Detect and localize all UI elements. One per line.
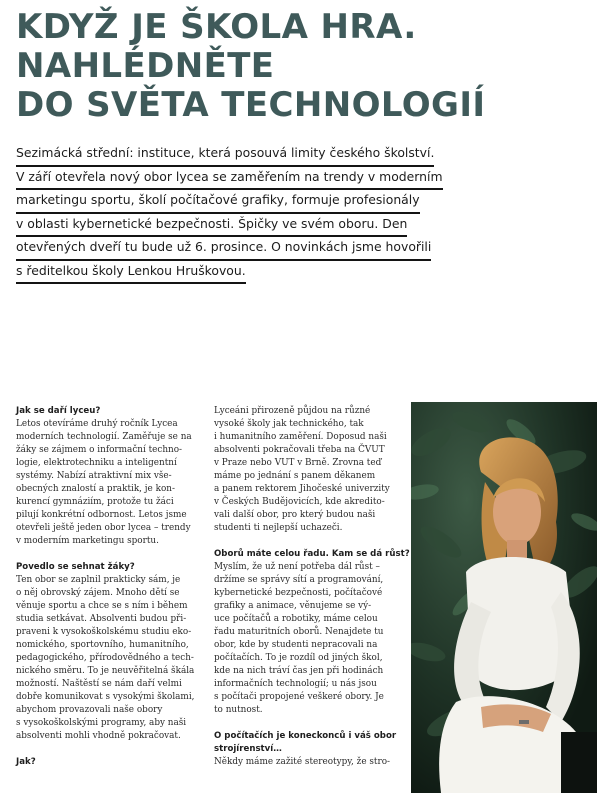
body-text-line: držíme se správy sítí a programování, (214, 575, 384, 585)
lead-line: Sezimácká střední: instituce, která posouvá limity českého školství. (16, 143, 434, 167)
body-text-line: pilují konkrétní odbornost. Letos jsme (16, 510, 187, 520)
body-text-line: obor, kde by studenti nepracovali na (214, 640, 378, 650)
body-text-line: dobře komunikovat s vysokými školami, (16, 692, 195, 702)
body-text-line: absolventi mohli vhodně pokračovat. (16, 731, 181, 741)
body-text-line: s počítači propojené veškeré obory. Je (214, 692, 384, 702)
lead-line: s ředitelkou školy Lenkou Hruškovou. (16, 261, 246, 285)
body-text-line: kde na nich tráví čas jen při hodinách (214, 666, 384, 676)
article-column-2 (214, 405, 410, 769)
paragraph-gap (214, 535, 400, 548)
interview-question: Povedlo se sehnat žáky? (16, 562, 135, 572)
body-text-line: a panem rektorem Jihočeské univerzity (214, 484, 390, 494)
interview-question: O počítačích je koneckonců i váš obor (214, 731, 397, 741)
lead-line: marketingu sportu, školí počítačové grafiky, formuje profesionály (16, 190, 420, 214)
body-text-line: Ten obor se zaplnil prakticky sám, je (16, 575, 181, 585)
lead-line: otevřených dveří tu bude už 6. prosince. O novinkách jsme hovořili (16, 237, 431, 261)
interview-question: strojírenství… (214, 744, 282, 754)
lead-paragraph (16, 143, 456, 284)
paragraph-gap (16, 743, 202, 756)
body-text-line: otevřeli ještě jeden obor lycea – trendy (16, 523, 191, 533)
article-column-1 (16, 405, 202, 769)
body-text-line: studenti ti nejlepší uchazeči. (214, 523, 343, 533)
body-text-line: uce počítačů a robotiky, máme celou (214, 614, 378, 624)
headline-line: NAHLÉDNĚTE (16, 46, 275, 86)
body-text-line: to nutnost. (214, 705, 263, 715)
headline-line: KDYŽ JE ŠKOLA HRA. (16, 7, 417, 47)
headline (16, 8, 596, 125)
body-text-line: systémy. Nabízí atraktivní mix vše- (16, 471, 172, 481)
body-text-line: kurencí gymnáziím, protože tu žáci (16, 497, 174, 507)
lead-line: V září otevřela nový obor lycea se zaměřením na trendy v moderním (16, 167, 443, 191)
body-text-line: žáky se zájmem o informační techno- (16, 445, 183, 455)
interview-question: Jak? (16, 757, 36, 767)
body-text-line: kybernetické bezpečnosti, počítačové (214, 588, 383, 598)
body-text-line: studia setkávat. Absolventi budou při- (16, 614, 187, 624)
body-text-line: v Českých Budějovicích, kde akredito- (214, 497, 385, 507)
body-text-line: řadu maturitních oborů. Nenajdete tu (214, 627, 384, 637)
body-text-line: logie, elektrotechniku a inteligentní (16, 458, 177, 468)
body-text-line: Lyceáni přirozeně půjdou na různé (214, 406, 371, 416)
body-text-line: v moderním marketingu sportu. (16, 536, 159, 546)
body-text-line: absolventi pokračovali třeba na ČVUT (214, 445, 385, 455)
body-text-line: obecných znalostí a praktik, je kon- (16, 484, 175, 494)
body-text-line: praveni k vysokoškolskému studiu eko- (16, 627, 192, 637)
body-text-line: o něj obrovský zájem. Mnoho dětí se (16, 588, 180, 598)
body-text-line: grafiky a animace, věnujeme se vý- (214, 601, 372, 611)
body-text-line: Letos otevíráme druhý ročník Lycea (16, 419, 178, 429)
paragraph-gap (214, 717, 400, 730)
body-text-line: nického směru. To je neuvěřitelná škála (16, 666, 195, 676)
body-text-line: vali další obor, pro který budou naši (214, 510, 376, 520)
body-text-line: máme po jednání s panem děkanem (214, 471, 376, 481)
paragraph-gap (16, 548, 202, 561)
body-text-line: s vysokoškolskými programy, aby naši (16, 718, 187, 728)
body-text-line: nomického, sportovního, humanitního, (16, 640, 189, 650)
body-text-line: věnuje sportu a chce se s ním i během (16, 601, 188, 611)
headline-line: DO SVĚTA TECHNOLOGIÍ (16, 85, 486, 125)
body-text-line: vysoké školy jak technického, tak (214, 419, 364, 429)
body-text-line: Někdy máme zažité stereotypy, že stro- (214, 757, 391, 767)
body-text-line: i humanitního zaměření. Doposud naši (214, 432, 387, 442)
body-text-line: počítačích. To je rozdíl od jiných škol, (214, 653, 383, 663)
body-text-line: informačních technologií; u nás jsou (214, 679, 377, 689)
interview-question: Jak se daří lyceu? (16, 406, 101, 416)
body-text-line: v Praze nebo VUT v Brně. Zrovna teď (214, 458, 382, 468)
body-text-line: abychom provazovali naše obory (16, 705, 163, 715)
portrait-photo (411, 402, 597, 793)
interview-question: Oborů máte celou řadu. Kam se dá růst? (214, 549, 410, 559)
body-text-line: možností. Naštěstí se nám daří velmi (16, 679, 182, 689)
body-text-line: pedagogického, přírodovědného a tech- (16, 653, 194, 663)
body-text-line: moderních technologií. Zaměřuje se na (16, 432, 192, 442)
lead-line: v oblasti kybernetické bezpečnosti. Špičky ve svém oboru. Den (16, 214, 407, 238)
body-text-line: Myslím, že už není potřeba dál růst – (214, 562, 380, 572)
